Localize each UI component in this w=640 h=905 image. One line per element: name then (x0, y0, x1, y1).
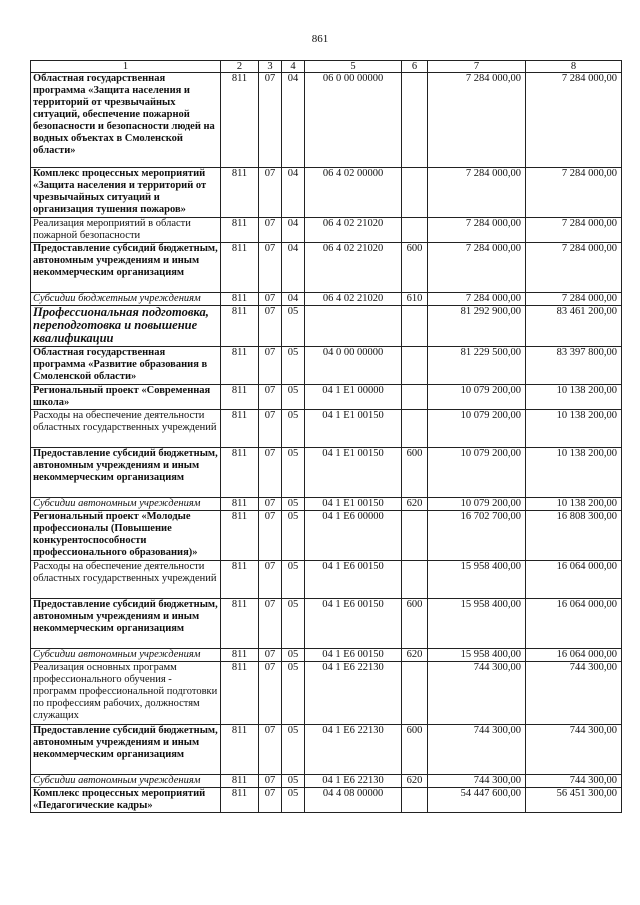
table-row (31, 410, 622, 448)
cell-expense-type (402, 306, 428, 347)
cell-target-article: 06 4 02 21020 (305, 293, 402, 306)
cell-code-2: 811 (221, 410, 259, 448)
cell-section: 07 (259, 410, 282, 448)
cell-amount-year1: 10 079 200,00 (428, 498, 526, 511)
cell-amount-year1: 7 284 000,00 (428, 293, 526, 306)
cell-expense-type (402, 511, 428, 561)
table-row (31, 73, 622, 168)
table-row (31, 448, 622, 498)
cell-amount-year2: 744 300,00 (526, 775, 622, 788)
cell-expense-type (402, 385, 428, 410)
row-name: Областная государственная программа «Защита населения и территорий от чрезвычайных ситуаций, обеспечение пожарной безопасности и безопасности людей на водных объектах в Смоленской области» (31, 73, 221, 168)
cell-expense-type (402, 347, 428, 385)
cell-section: 07 (259, 385, 282, 410)
cell-code-2: 811 (221, 788, 259, 813)
cell-amount-year2: 744 300,00 (526, 725, 622, 775)
cell-code-2: 811 (221, 218, 259, 243)
cell-expense-type (402, 788, 428, 813)
cell-expense-type: 600 (402, 599, 428, 649)
row-name: Областная государственная программа «Развитие образования в Смоленской области» (31, 347, 221, 385)
cell-amount-year2: 83 397 800,00 (526, 347, 622, 385)
cell-amount-year1: 81 292 900,00 (428, 306, 526, 347)
row-name: Профессиональная подготовка, переподготовка и повышение квалификации (31, 306, 221, 347)
cell-amount-year1: 54 447 600,00 (428, 788, 526, 813)
cell-amount-year2: 16 064 000,00 (526, 649, 622, 662)
cell-subsection: 05 (282, 775, 305, 788)
cell-expense-type (402, 168, 428, 218)
cell-code-2: 811 (221, 725, 259, 775)
cell-amount-year2: 16 064 000,00 (526, 599, 622, 649)
cell-amount-year1: 15 958 400,00 (428, 599, 526, 649)
cell-section: 07 (259, 649, 282, 662)
table-row (31, 168, 622, 218)
cell-expense-type (402, 73, 428, 168)
cell-section: 07 (259, 788, 282, 813)
cell-section: 07 (259, 243, 282, 293)
cell-amount-year2: 10 138 200,00 (526, 498, 622, 511)
column-header: 4 (282, 61, 305, 73)
row-name: Комплекс процессных мероприятий «Педагогические кадры» (31, 788, 221, 813)
cell-amount-year2: 7 284 000,00 (526, 243, 622, 293)
cell-subsection: 05 (282, 725, 305, 775)
cell-amount-year2: 7 284 000,00 (526, 73, 622, 168)
cell-amount-year2: 10 138 200,00 (526, 410, 622, 448)
cell-amount-year2: 16 808 300,00 (526, 511, 622, 561)
cell-code-2: 811 (221, 649, 259, 662)
cell-subsection: 05 (282, 662, 305, 725)
cell-code-2: 811 (221, 243, 259, 293)
cell-expense-type: 620 (402, 649, 428, 662)
column-header: 8 (526, 61, 622, 73)
row-name: Субсидии автономным учреждениям (31, 498, 221, 511)
cell-expense-type: 620 (402, 775, 428, 788)
cell-target-article: 04 1 E6 00000 (305, 511, 402, 561)
table-row (31, 385, 622, 410)
cell-section: 07 (259, 599, 282, 649)
cell-subsection: 05 (282, 498, 305, 511)
cell-subsection: 05 (282, 347, 305, 385)
cell-expense-type (402, 662, 428, 725)
cell-subsection: 05 (282, 410, 305, 448)
row-name: Субсидии автономным учреждениям (31, 649, 221, 662)
row-name: Предоставление субсидий бюджетным, автономным учреждениям и иным некоммерческим организациям (31, 448, 221, 498)
row-name: Реализация основных программ профессионального обучения - программ профессиональной подготовки по профессиям рабочих, должностям служащих (31, 662, 221, 725)
cell-amount-year1: 10 079 200,00 (428, 448, 526, 498)
cell-subsection: 05 (282, 306, 305, 347)
table-row (31, 498, 622, 511)
cell-amount-year2: 10 138 200,00 (526, 448, 622, 498)
column-header: 1 (31, 61, 221, 73)
cell-amount-year1: 7 284 000,00 (428, 73, 526, 168)
row-name: Региональный проект «Современная школа» (31, 385, 221, 410)
cell-target-article: 04 1 E6 22130 (305, 725, 402, 775)
cell-expense-type: 620 (402, 498, 428, 511)
cell-section: 07 (259, 306, 282, 347)
cell-amount-year2: 7 284 000,00 (526, 293, 622, 306)
cell-amount-year1: 81 229 500,00 (428, 347, 526, 385)
cell-section: 07 (259, 218, 282, 243)
table-row (31, 347, 622, 385)
cell-target-article: 04 1 E1 00000 (305, 385, 402, 410)
cell-code-2: 811 (221, 347, 259, 385)
cell-target-article: 04 1 E1 00150 (305, 498, 402, 511)
row-name: Расходы на обеспечение деятельности областных государственных учреждений (31, 561, 221, 599)
cell-subsection: 05 (282, 788, 305, 813)
row-name: Предоставление субсидий бюджетным, автономным учреждениям и иным некоммерческим организациям (31, 243, 221, 293)
column-header: 7 (428, 61, 526, 73)
cell-code-2: 811 (221, 306, 259, 347)
header-row (31, 61, 622, 73)
cell-target-article: 04 1 E6 22130 (305, 662, 402, 725)
cell-code-2: 811 (221, 511, 259, 561)
cell-section: 07 (259, 168, 282, 218)
page-number: 861 (311, 33, 329, 45)
cell-section: 07 (259, 293, 282, 306)
cell-amount-year1: 7 284 000,00 (428, 243, 526, 293)
cell-code-2: 811 (221, 498, 259, 511)
budget-table (30, 60, 622, 813)
cell-code-2: 811 (221, 73, 259, 168)
table-row (31, 599, 622, 649)
cell-code-2: 811 (221, 599, 259, 649)
row-name: Субсидии автономным учреждениям (31, 775, 221, 788)
table-row (31, 218, 622, 243)
cell-subsection: 05 (282, 599, 305, 649)
cell-subsection: 04 (282, 168, 305, 218)
row-name: Комплекс процессных мероприятий «Защита населения и территорий от чрезвычайных ситуаций и организация тушения пожаров» (31, 168, 221, 218)
cell-section: 07 (259, 725, 282, 775)
cell-target-article (305, 306, 402, 347)
cell-section: 07 (259, 73, 282, 168)
cell-amount-year2: 56 451 300,00 (526, 788, 622, 813)
cell-target-article: 06 4 02 21020 (305, 218, 402, 243)
cell-section: 07 (259, 775, 282, 788)
row-name: Региональный проект «Молодые профессионалы (Повышение конкурентоспособности профессионального образования)» (31, 511, 221, 561)
table-row (31, 662, 622, 725)
cell-amount-year2: 7 284 000,00 (526, 218, 622, 243)
cell-amount-year2: 16 064 000,00 (526, 561, 622, 599)
cell-subsection: 04 (282, 293, 305, 306)
cell-section: 07 (259, 662, 282, 725)
cell-subsection: 05 (282, 649, 305, 662)
cell-subsection: 04 (282, 73, 305, 168)
cell-code-2: 811 (221, 662, 259, 725)
cell-expense-type: 600 (402, 725, 428, 775)
cell-target-article: 04 4 08 00000 (305, 788, 402, 813)
cell-expense-type (402, 218, 428, 243)
cell-code-2: 811 (221, 293, 259, 306)
cell-subsection: 05 (282, 511, 305, 561)
cell-target-article: 06 0 00 00000 (305, 73, 402, 168)
column-header: 3 (259, 61, 282, 73)
cell-expense-type: 600 (402, 243, 428, 293)
cell-target-article: 04 1 E6 00150 (305, 649, 402, 662)
column-header: 5 (305, 61, 402, 73)
cell-subsection: 05 (282, 385, 305, 410)
cell-amount-year1: 744 300,00 (428, 662, 526, 725)
cell-target-article: 04 1 E6 00150 (305, 599, 402, 649)
table-row (31, 293, 622, 306)
cell-subsection: 04 (282, 243, 305, 293)
cell-code-2: 811 (221, 385, 259, 410)
table-row (31, 306, 622, 347)
table-row (31, 243, 622, 293)
cell-expense-type (402, 410, 428, 448)
row-name: Субсидии бюджетным учреждениям (31, 293, 221, 306)
cell-target-article: 04 1 E1 00150 (305, 448, 402, 498)
cell-amount-year1: 744 300,00 (428, 775, 526, 788)
cell-amount-year1: 10 079 200,00 (428, 385, 526, 410)
cell-amount-year1: 16 702 700,00 (428, 511, 526, 561)
cell-target-article: 06 4 02 00000 (305, 168, 402, 218)
cell-target-article: 04 1 E1 00150 (305, 410, 402, 448)
cell-amount-year1: 10 079 200,00 (428, 410, 526, 448)
table-row (31, 649, 622, 662)
cell-amount-year2: 83 461 200,00 (526, 306, 622, 347)
row-name: Предоставление субсидий бюджетным, автономным учреждениям и иным некоммерческим организациям (31, 599, 221, 649)
cell-amount-year1: 15 958 400,00 (428, 561, 526, 599)
cell-section: 07 (259, 511, 282, 561)
cell-section: 07 (259, 498, 282, 511)
table-row (31, 561, 622, 599)
cell-code-2: 811 (221, 775, 259, 788)
row-name: Предоставление субсидий бюджетным, автономным учреждениям и иным некоммерческим организациям (31, 725, 221, 775)
cell-amount-year2: 10 138 200,00 (526, 385, 622, 410)
cell-section: 07 (259, 561, 282, 599)
cell-target-article: 04 1 E6 22130 (305, 775, 402, 788)
cell-expense-type: 610 (402, 293, 428, 306)
cell-target-article: 06 4 02 21020 (305, 243, 402, 293)
row-name: Расходы на обеспечение деятельности областных государственных учреждений (31, 410, 221, 448)
cell-expense-type (402, 561, 428, 599)
cell-target-article: 04 0 00 00000 (305, 347, 402, 385)
cell-amount-year1: 7 284 000,00 (428, 218, 526, 243)
cell-code-2: 811 (221, 448, 259, 498)
cell-code-2: 811 (221, 168, 259, 218)
cell-code-2: 811 (221, 561, 259, 599)
cell-subsection: 05 (282, 561, 305, 599)
column-header: 6 (402, 61, 428, 73)
cell-amount-year2: 744 300,00 (526, 662, 622, 725)
table-row (31, 775, 622, 788)
cell-amount-year1: 7 284 000,00 (428, 168, 526, 218)
table-row (31, 725, 622, 775)
table-row (31, 511, 622, 561)
cell-section: 07 (259, 448, 282, 498)
cell-target-article: 04 1 E6 00150 (305, 561, 402, 599)
cell-subsection: 04 (282, 218, 305, 243)
table-row (31, 788, 622, 813)
column-header: 2 (221, 61, 259, 73)
cell-section: 07 (259, 347, 282, 385)
cell-expense-type: 600 (402, 448, 428, 498)
cell-subsection: 05 (282, 448, 305, 498)
cell-amount-year1: 744 300,00 (428, 725, 526, 775)
cell-amount-year2: 7 284 000,00 (526, 168, 622, 218)
cell-amount-year1: 15 958 400,00 (428, 649, 526, 662)
row-name: Реализация мероприятий в области пожарной безопасности (31, 218, 221, 243)
